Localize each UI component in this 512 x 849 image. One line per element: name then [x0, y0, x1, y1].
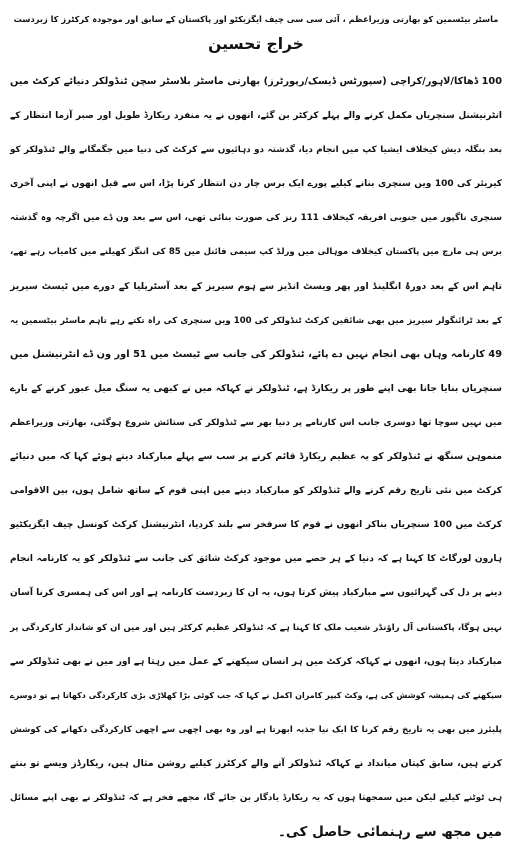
article-body	[10, 65, 502, 849]
article-body-line: 49 کارنامہ وہاں بھی انجام نہیں دے پائے، ٹنڈولکر کی جانب سے ٹیسٹ میں 51 اور ون ڈے انٹرنیشنل میں	[10, 348, 502, 360]
article-body-line: کیریئر کی 100 ویں سنچری بنانے کیلیے پورے ایک برس چار دن انتظار کرنا پڑا، اس سے قبل انھوں نے اپنی آخری	[10, 179, 503, 190]
article-body-line: 100 ڈھاکا/لاہور/کراچی (سپورٹس ڈیسک/رپورٹرز) بھارتی ماسٹر بلاسٹر سچن ٹنڈولکر دنیائے کرکٹ میں	[10, 76, 502, 87]
article-body-line: کے بعد ٹرائنگولر سیریز میں بھی شائقین کرکٹ ٹنڈولکر کی 100 ویں سنچری کی راہ تکتے رہے تاہم ماسٹر بیٹسمین یہ	[10, 315, 502, 326]
article-body-line: بعد بنگلہ دیش کیخلاف ایشیا کپ میں انجام دیا، گذشتہ دو دہائیوں سے کرکٹ کی دنیا میں جگمگانے والے ٹنڈولکر کو	[10, 145, 502, 156]
article-subheadline: خراج تحسین	[208, 35, 304, 53]
article-body-line: تاہم اس کے بعد دورۂ انگلینڈ اور پھر ویسٹ انڈیز سے ہوم سیریز کے بعد آسٹریلیا کے دورے میں ٹیسٹ سیریز	[10, 280, 502, 292]
article-body-line: پلیئرز میں بھی یہ تاریخ رقم کرنا کا ایک نیا جذبہ ابھرتا ہے اور وہ بھی اچھی سے اچھی کارکردگی دکھانے کی کوشش	[10, 724, 502, 735]
article-body-line: انٹرنیشنل سنچریاں مکمل کرنے والے پہلے کرکٹر بن گئے، انھوں نے یہ منفرد ریکارڈ طویل اور صبر آزما انتظار کے	[10, 111, 502, 122]
article-body-line: ہی ٹوٹنے کیلیے لیکن میں سمجھتا ہوں کہ یہ ریکارڈ یادگار بن جائے گا، مجھے فخر ہے کہ ٹنڈولکر نے بھی اپنے مسائل	[10, 792, 502, 803]
article-body-line: ہارون لورگاٹ کا کہنا ہے کہ دنیا کے ہر حصے میں موجود کرکٹ شائق کی جانب سے ٹنڈولکر کو یہ کارنامہ انجام	[10, 554, 502, 565]
article-body-line: دینے پر دل کی گہرائیوں سے مبارکباد پیش کرتا ہوں، یہ ان کا زبردست کارنامہ ہے اور اس کی ہمسری کرنا آسان	[9, 588, 502, 599]
article-headline: ماسٹر بیٹسمین کو بھارتی وزیراعظم ، آئی سی سی چیف ایگزیکٹو اور پاکستان کے سابق اور موجودہ کرکٹرز کا زبردست	[13, 14, 499, 24]
article-body-line: کرتے ہیں، سابق کپتان میانداد نے کہاکہ ٹنڈولکر آنے والے کرکٹرز کیلیے روشن مثال ہیں، ریکارڈز ویسے تو بنتے	[10, 757, 502, 769]
article-body-line: میں نہیں سوچا تھا دوسری جانب اس کارنامے پر دنیا بھر سے ٹنڈولکر کی ستائش شروع ہوگئی، بھارتی وزیراعظم	[10, 417, 502, 428]
article-body-line: کرکٹ میں 100 سنچریاں بناکر انھوں نے قوم کا سرفخر سے بلند کردیا، انٹرنیشنل کرکٹ کونسل چیف ایگزیکٹیو	[10, 520, 502, 531]
article-body-line: میں مجھ سے رہنمائی حاصل کی۔	[277, 824, 502, 841]
article-body-line: سیکھنے کی ہمیشہ کوشش کی ہے، وکٹ کیپر کامران اکمل نے کہا کہ جب کوئی بڑا کھلاڑی بڑی کارکردگی دکھاتا ہے تو دوسرے	[10, 690, 502, 700]
article-body-line: مبارکباد دیتا ہوں، انھوں نے کہاکہ کرکٹ میں ہر انسان سیکھنے کے عمل میں رہتا ہے اور میں نے بھی ٹنڈولکر سے	[10, 656, 502, 667]
article-body-line: کرکٹ میں نئی تاریخ رقم کرنے والے ٹنڈولکر کو مبارکباد دینے میں اپنی قوم کے ساتھ شامل ہوں، بین الاقوامی	[10, 486, 502, 497]
article-body-line: سنچری ناگپور میں جنوبی افریقہ کیخلاف 111 رنز کی صورت بنائی تھی، اس سے بعد ون ڈے میں اگرچہ وہ گذشتہ	[10, 213, 503, 224]
article-body-line: سنچریاں بنایا جانا بھی اپنے طور پر ریکارڈ ہے، ٹنڈولکر نے کہاکہ میں نے کبھی یہ سنگ میل عبور کرنے کے بارے	[10, 382, 502, 394]
article-body-line: منموہن سنگھ نے ٹنڈولکر کو یہ عظیم ریکارڈ قائم کرنے پر سب سے پہلے مبارکباد دیتے ہوئے کہا کہ میں دنیائے	[10, 451, 502, 463]
article-body-line: برس ہی مارچ میں پاکستان کیخلاف موہالی میں ورلڈ کپ سیمی فائنل میں 85 کی اننگز کھیلنے میں کامیاب رہے تھے،	[10, 247, 502, 258]
article-body-line: نہیں ہوگا، پاکستانی آل راؤنڈر شعیب ملک کا کہنا ہے کہ ٹنڈولکر عظیم کرکٹر ہیں اور میں ان کو شاندار کارکردگی پر	[10, 622, 502, 633]
